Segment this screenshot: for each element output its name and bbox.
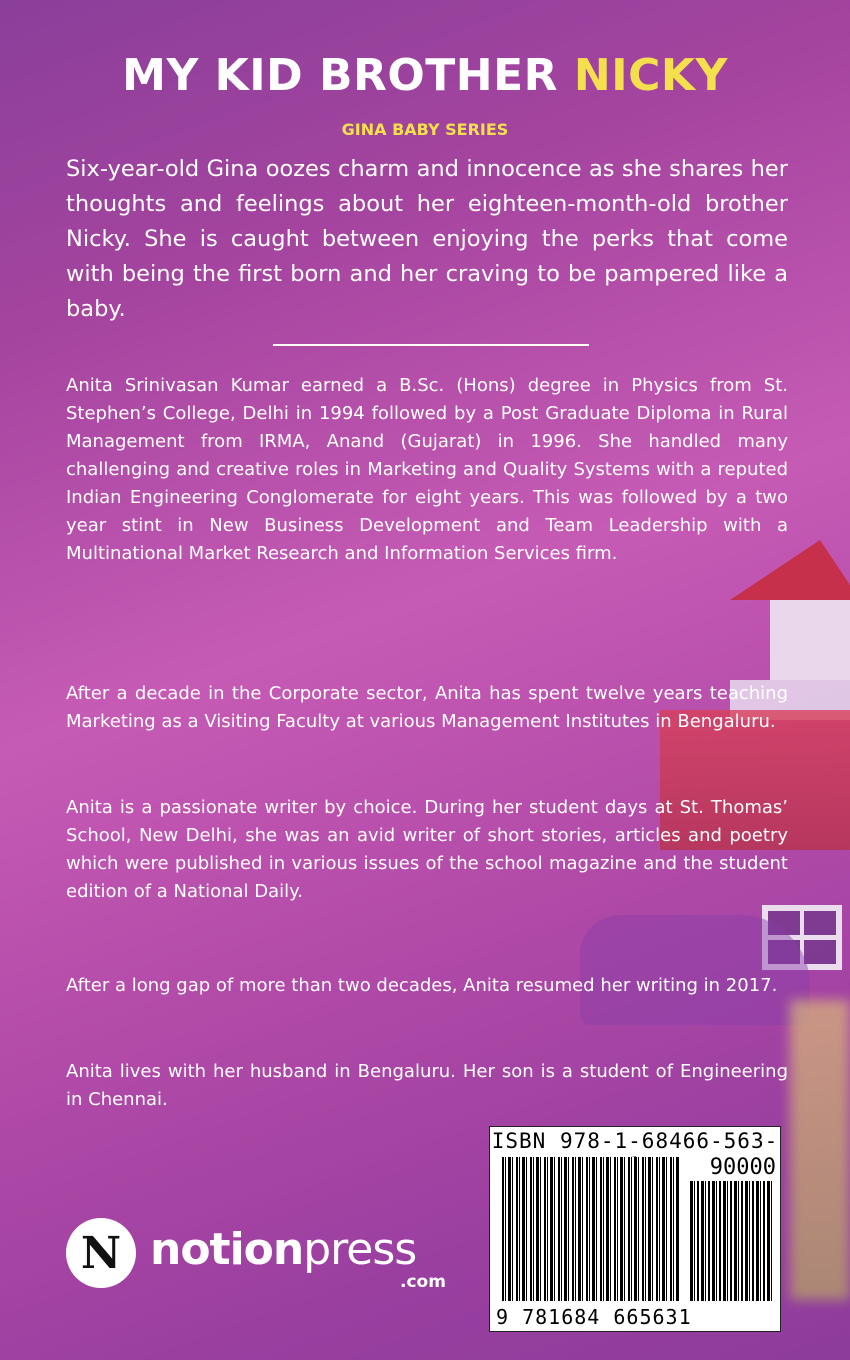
isbn-barcode [489, 1126, 781, 1332]
book-summary: Six-year-old Gina oozes charm and innocence as she shares her thoughts and feelings about her eighteen-month-old brother Nicky. She is caught between enjoying the perks that come with being the first born and her craving to be pampered like a baby. [66, 156, 788, 322]
publisher-logo-letter: N [80, 1227, 122, 1279]
author-bio-paragraph: Anita lives with her husband in Bengaluru. Her son is a student of Engineering in Chennai. [66, 1061, 788, 1110]
author-bio-paragraph: After a decade in the Corporate sector, Anita has spent twelve years teaching Marketing as a Visiting Faculty at various Management Institutes in Bengaluru. [66, 683, 788, 732]
series-name: GINA BABY SERIES [341, 120, 509, 139]
publisher-name [150, 1224, 416, 1275]
publisher-name-bold: notion [150, 1224, 304, 1275]
book-title-accent: NICKY [573, 50, 728, 101]
publisher-domain: .com [400, 1272, 446, 1292]
isbn-number: ISBN 978-1-68466-563- [491, 1129, 779, 1153]
background-car-illustration [580, 915, 810, 1025]
barcode-bars [502, 1157, 680, 1301]
addon-barcode-bars [690, 1181, 772, 1301]
author-bio-paragraph: After a long gap of more than two decades, Anita resumed her writing in 2017. [66, 975, 778, 996]
price-code: 90000 [709, 1155, 776, 1180]
publisher-logo-icon [66, 1218, 136, 1288]
book-title-main: MY KID BROTHER [122, 50, 559, 101]
book-title [0, 50, 850, 101]
publisher-name-light: press [303, 1224, 417, 1275]
author-bio-paragraph: Anita is a passionate writer by choice. During her student days at St. Thomas’ School, New Delhi, she was an avid writer of short stories, articles and poetry which were published in various issues of the school magazine and the student edition of a National Daily. [66, 797, 788, 902]
barcode-digits: 9 781684 665631 [496, 1305, 692, 1329]
background-glow [790, 1000, 850, 1300]
author-bio-paragraph: Anita Srinivasan Kumar earned a B.Sc. (Hons) degree in Physics from St. Stephen’s College, Delhi in 1994 followed by a Post Graduate Diploma in Rural Management from IRMA, Anand (Gujarat) in 1996. She handled many challenging and creative roles in Marketing and Quality Systems with a reputed Indian Engineering Conglomerate for eight years. This was followed by a two year stint in New Business Development and Team Leadership with a Multinational Market Research and Information Services firm. [66, 375, 788, 564]
divider [273, 344, 589, 346]
